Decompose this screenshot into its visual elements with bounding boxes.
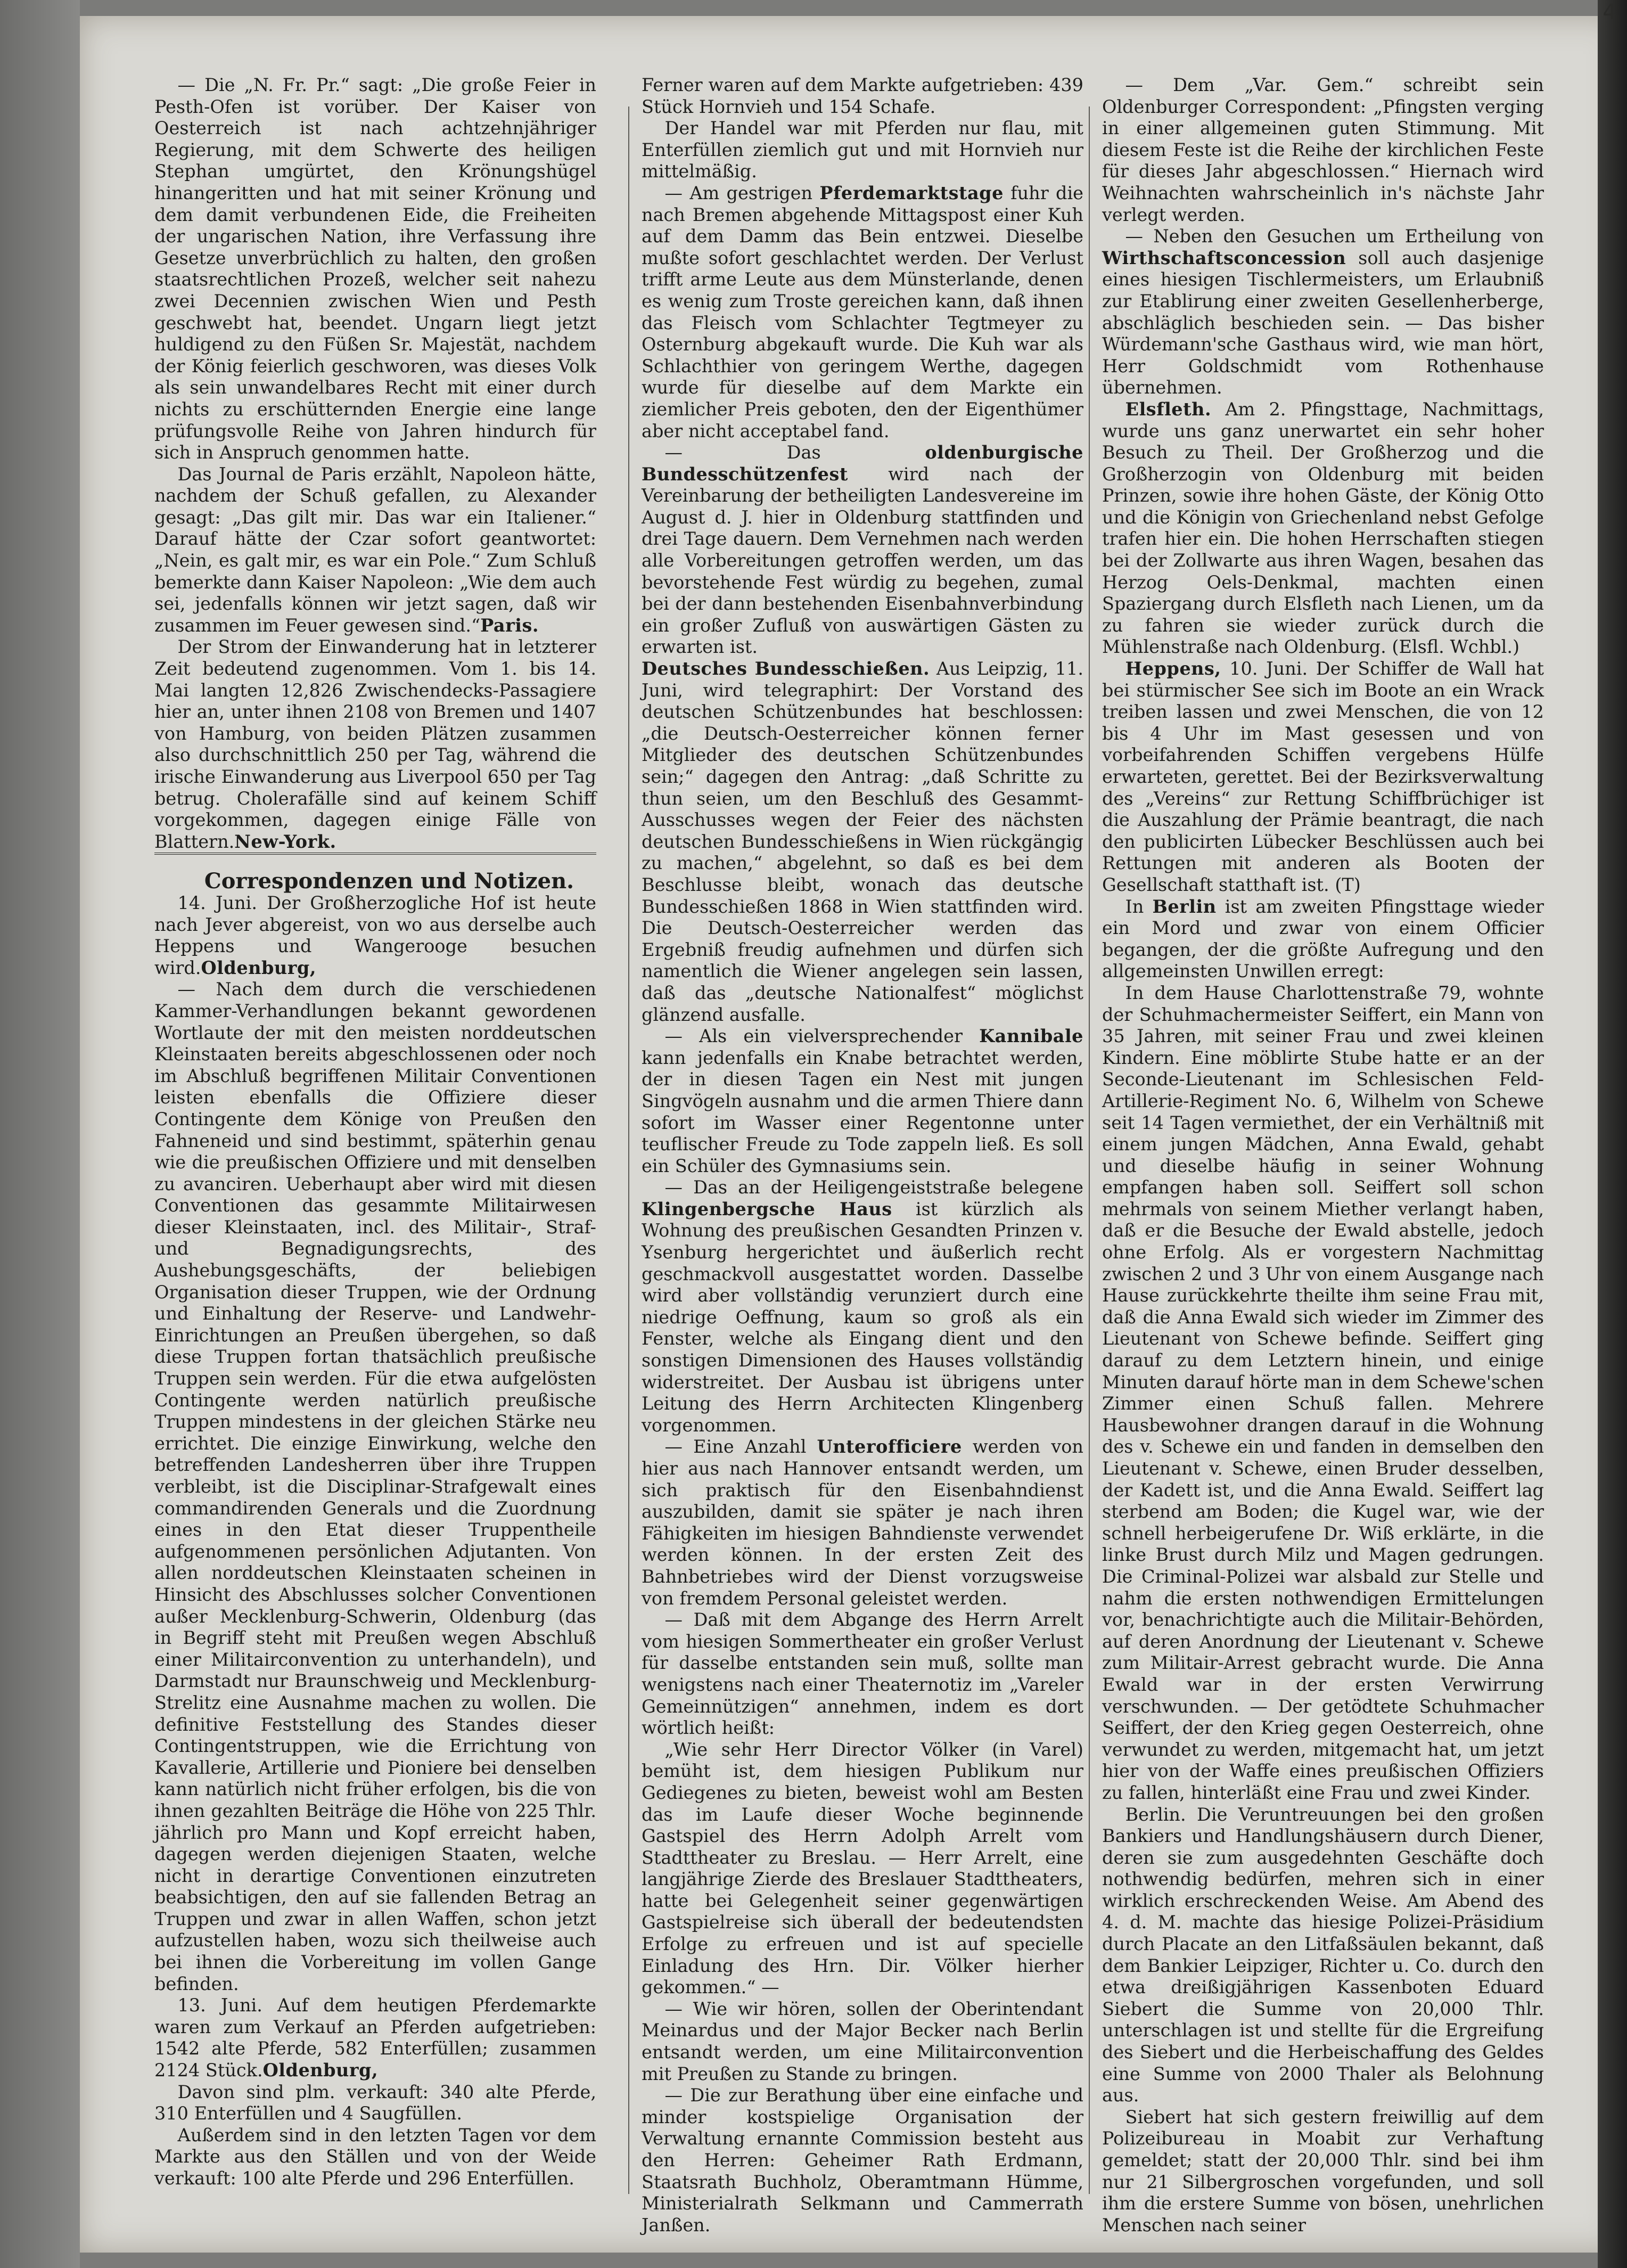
article-paragraph — [154, 1995, 596, 2081]
article-heading: Pferdemarktstage — [819, 182, 1004, 203]
article-paragraph — [154, 2082, 596, 2125]
article-paragraph — [1102, 75, 1544, 226]
article-text: fuhr die nach Bremen abgehende Mittagspost einer Kuh auf dem Damm das Bein entzwei. Dieselbe mußte sofort geschlachtet werden. Der Verlust trifft arme Leute aus dem Münsterlande, denen es wenig zum Troste gereichen kann, daß ihnen das Fleisch vom Schlachter Tegtmeyer zu Osternburg abgekauft wurde. Die Kuh war als Schlachthier von geringem Werthe, dagegen wurde für dieselbe auf dem Markte ein ziemlicher Preis geboten, den der Eigenthümer aber nicht acceptabel fand. — [642, 182, 1083, 441]
column-1 — [154, 75, 596, 2205]
article-paragraph — [1102, 399, 1544, 658]
article-heading: Berlin — [1152, 896, 1217, 917]
article-paragraph — [642, 442, 1083, 658]
article-text: ist am zweiten Pfingsttage wieder ein Mord und zwar von einem Officier begangen, der die größte Aufregung und den allgemeinsten Unwillen erregt: — [1102, 896, 1544, 982]
article-text: ist kürzlich als Wohnung des preußischen Gesandten Prinzen v. Ysenburg hergerichtet und äußerlich recht geschmackvoll ausgestattet worden. Dasselbe wird aber vollständig verunziert durch eine niedrige Oeffnung, kaum so groß als ein Fenster, welche als Eingang dient und den sonstigen Dimensionen des Hauses vollständig widerstreitet. Der Ausbau ist übrigens unter Leitung des Herrn Architecten Klingenberg vorgenommen. — [642, 1198, 1083, 1436]
page-number: 4 — [1603, 0, 1616, 24]
article-heading: Elsfleth. — [1125, 398, 1212, 420]
article-paragraph — [1102, 658, 1544, 896]
article-heading: Paris. — [480, 615, 539, 636]
article-paragraph — [642, 2085, 1083, 2236]
article-text: — Als ein vielversprechender — [664, 1026, 980, 1047]
article-text: Das Journal de Paris erzählt, Napoleon hätte, nachdem der Schuß gefallen, zu Alexander gesagt: „Das gilt mir. Das war ein Italiener.“ Darauf hätte der Czar sofort geantwortet: „Nein, es galt mir, es war ein Pole.“ Zum Schluß bemerkte dann Kaiser Napoleon: „Wie dem auch sei, jedenfalls können wir jetzt sagen, daß wir zusammen im Feuer gewesen sind.“ — [154, 463, 596, 636]
article-text: — Neben den Gesuchen um Ertheilung von — [1125, 226, 1544, 247]
article-paragraph — [1102, 226, 1544, 399]
article-paragraph — [642, 1026, 1083, 1177]
column-3 — [1102, 75, 1544, 2236]
article-paragraph — [642, 75, 1083, 118]
article-text: 13. Juni. Auf dem heutigen Pferdemarkte waren zum Verkauf an Pferden aufgetrieben: 1542 alte Pferde, 582 Enterfüllen; zusammen 2124 Stück. — [154, 1995, 596, 2081]
article-paragraph — [1102, 2107, 1544, 2237]
article-paragraph — [642, 658, 1083, 1026]
article-text: Aus Leipzig, 11. Juni, wird telegraphirt: Der Vorstand des deutschen Schützenbundes hat beschlossen: „die Deutsch-Oesterreicher können ferner Mitglieder des deutschen Schützenbundes sein;“ dagegen den Antrag: „daß Schritte zu thun seien, um den Beschluß des Gesammt-Ausschusses wegen der Feier des nächsten deutschen Bundesschießens in Wien rückgängig zu machen,“ abgelehnt, so daß es bei dem Beschlusse bleibt, wonach das deutsche Bundesschießen 1868 in Wien stattfinden wird. Die Deutsch-Oesterreicher werden das Ergebniß freudig aufnehmen und dürfen sich namentlich die Wiener angelegen sein lassen, daß das „deutsche Nationalfest“ möglichst glänzend ausfalle. — [642, 658, 1083, 1025]
article-text: Siebert hat sich gestern freiwillig auf dem Polizeibureau in Moabit zur Verhaftung gemeldet; statt der 20,000 Thlr. sind bei ihm nur 21 Silbergroschen vorgefunden, und soll ihm die erstere Summe von bösen, unehrlichen Menschen nach seiner — [1102, 2106, 1544, 2236]
article-paragraph — [642, 1177, 1083, 1436]
article-paragraph — [1102, 896, 1544, 982]
section-title: Correspondenzen und Notizen. — [154, 853, 596, 893]
article-text: — Die „N. Fr. Pr.“ sagt: „Die große Feier in Pesth-Ofen ist vorüber. Der Kaiser von Oesterreich ist nach achtzehnjähriger Regierung, mit dem Schwerte des heiligen Stephan umgürtet, den Krönungshügel hinangeritten und hat mit seiner Krönung und dem damit verbundenen Eide, die Freiheiten der ungarischen Nation, ihre Verfassung ihre Gesetze unverbrüchlich zu halten, den großen staatsrechtlichen Prozeß, welcher seit nahezu zwei Decennien zwischen Wien und Pesth geschwebt hat, beendet. Ungarn liegt jetzt huldigend zu den Füßen Sr. Majestät, nachdem der König feierlich geschworen, was dieses Volk als sein unwandelbares Recht mit einer durch nichts zu erschütternden Energie eine lange prüfungsvolle Reihe von Jahren hindurch für sich in Anspruch genommen hatte. — [154, 75, 596, 463]
article-heading: Unterofficiere — [817, 1436, 962, 1458]
article-text: soll auch dasjenige eines hiesigen Tischlermeisters, um Erlaubniß zur Etablirung einer zweiten Gesellenherberge, abschläglich beschieden sein. — Das bisher Würdemann'sche Gasthaus wird, wie man hört, Herr Goldschmidt vom Rothenhause übernehmen. — [1102, 247, 1544, 398]
article-text: In — [1125, 896, 1153, 917]
article-text: Außerdem sind in den letzten Tagen vor dem Markte aus den Ställen und von der Weide verkauft: 100 alte Pferde und 296 Enterfüllen. — [154, 2124, 596, 2189]
article-text: — Am gestrigen — [664, 182, 820, 203]
scan-border-left — [0, 0, 80, 2268]
article-text: — Eine Anzahl — [664, 1436, 817, 1458]
article-text: In dem Hause Charlottenstraße 79, wohnte der Schuhmachermeister Seiffert, ein Mann von 35 Jahren, mit seiner Frau und zwei kleinen Kindern. Eine möblirte Stube hatte er an der Seconde-Lieutenant im Schlesischen Feld-Artillerie-Regiment No. 6, Wilhelm von Schewe seit 14 Tagen vermiethet, der ein Verhältniß mit einem jungen Mädchen, Anna Ewald, gehabt und dieselbe häufig in seiner Wohnung empfangen haben soll. Seiffert soll schon mehrmals von seinem Miether verlangt haben, daß er die Besuche der Ewald abstelle, jedoch ohne Erfolg. Als er vorgestern Nachmittag zwischen 2 und 3 Uhr von einem Ausgange nach Hause zurückkehrte theilte ihm seine Frau mit, daß die Anna Ewald sich wieder im Zimmer des Lieutenant von Schewe befinde. Seiffert ging darauf zu dem Letztern hinein, und einige Minuten darauf hörte man in dem Schewe'schen Zimmer einen Schuß fallen. Mehrere Hausbewohner drangen darauf in die Wohnung des v. Schewe ein und fanden in demselben den Lieutenant v. Schewe, einen Bruder desselben, der Kadett ist, und die Anna Ewald. Seiffert lag sterbend am Boden; die Kugel war, wie der schnell herbeigerufene Dr. Wiß erklärte, in die linke Brust durch Milz und Magen gedrungen. Die Criminal-Polizei war alsbald zur Stelle und nahm die ersten nothwendigen Ermittelungen vor, benachrichtigte auch die Militair-Behörden, auf deren Anordnung der Lieutenant v. Schewe zum Militair-Arrest gebracht wurde. Die Anna Ewald war in der ersten Verwirrung verschwunden. — Der getödtete Schuhmacher Seiffert, der den Krieg gegen Oesterreich, ohne verwundet zu werden, mitgemacht hat, um jetzt hier von der Waffe eines preußischen Offiziers zu fallen, hinterläßt eine Frau und zwei Kinder. — [1102, 982, 1544, 1803]
article-paragraph — [642, 118, 1083, 183]
article-paragraph — [642, 1436, 1083, 1609]
article-text: Am 2. Pfingsttage, Nachmittags, wurde uns ganz unerwartet ein sehr hoher Besuch zu Theil. Der Großherzog und die Großherzogin von Oldenburg mit beiden Prinzen, sowie ihre hohen Gäste, der König Otto und die Königin von Griechenland nebst Gefolge trafen hier ein. Die hohen Herrschaften stiegen bei der Zollwarte aus ihren Wagen, besahen das Herzog Oels-Denkmal, machten einen Spaziergang durch Elsfleth nach Lienen, um da zu fahren sie wieder zurück durch die Mühlenstraße nach Oldenburg. (Elsfl. Wchbl.) — [1102, 398, 1544, 658]
article-paragraph — [1102, 1804, 1544, 2107]
article-heading: Kannibale — [979, 1026, 1083, 1047]
column-2 — [642, 75, 1083, 2236]
article-text: — Daß mit dem Abgange des Herrn Arrelt vom hiesigen Sommertheater ein großer Verlust für dasselbe entstanden sein muß, sollte man wenigstens nach einer Theaternotiz im „Vareler Gemeinnützigen“ annehmen, indem es dort wörtlich heißt: — [642, 1609, 1083, 1739]
article-text: Der Strom der Einwanderung hat in letzterer Zeit bedeutend zugenommen. Vom 1. bis 14. Mai langten 12,826 Zwischendecks-Passagiere hier an, unter ihnen 2108 von Bremen und 1407 von Hamburg, von beiden Plätzen zusammen also durchschnittlich 250 per Tag, während die irische Einwanderung aus Liverpool 650 per Tag betrug. Cholerafälle sind auf keinem Schiff vorgekommen, dagegen einige Fälle von Blattern. — [154, 636, 596, 852]
article-heading: Deutsches Bundesschießen. — [642, 658, 930, 679]
article-text: — Das — [664, 442, 925, 463]
article-paragraph — [1102, 982, 1544, 1804]
article-text: — Die zur Berathung über eine einfache und minder kostspielige Organisation der Verwaltung ernannte Commission besteht aus den Herren: Geheimer Rath Erdmann, Staatsrath Buchholz, Oberamtmann Hümme, Ministerialrath Selkmann und Cammerrath Janßen. — [642, 2085, 1083, 2236]
column-rule — [628, 107, 629, 2194]
article-paragraph — [154, 979, 596, 1995]
article-text: werden von hier aus nach Hannover entsandt werden, um sich praktisch für den Eisenbahndienst auszubilden, damit sie später je nach ihren Fähigkeiten im hiesigen Bahndienste verwendet werden können. In der ersten Zeit des Bahnbetriebes wird der Dienst vorzugsweise von fremdem Personal geleistet werden. — [642, 1436, 1083, 1609]
article-text: 10. Juni. Der Schiffer de Wall hat bei stürmischer See sich im Boote an ein Wrack treiben lassen und zwei Menschen, die von 12 bis 4 Uhr im Mast gesessen und von vorbeifahrenden Schiffen vergebens Hülfe erwarteten, gerettet. Bei der Bezirksverwaltung des „Vereins“ zur Rettung Schiffbrüchiger ist die Auszahlung der Prämie beantragt, die nach den publicirten Lübecker Beschlüssen auch bei Rettungen mit anderen als Booten der Gesellschaft statthaft ist. (T) — [1102, 658, 1544, 895]
article-heading: Klingenbergsche Haus — [642, 1198, 892, 1219]
scan-border-right — [1598, 0, 1627, 2268]
article-paragraph — [154, 464, 596, 637]
article-paragraph — [642, 1609, 1083, 1739]
article-text: „Wie sehr Herr Director Völker (in Varel) bemüht ist, dem hiesigen Publikum nur Gediegenes zu bieten, beweist wohl am Besten das im Laufe dieser Woche beginnende Gastspiel des Herrn Adolph Arrelt vom Stadttheater zu Breslau. — Herr Arrelt, eine langjährige Zierde des Breslauer Stadttheaters, hatte bei Gelegenheit seiner gegenwärtigen Gastspielreise sich überall der bedeutendsten Erfolge zu erfreuen und ist auf specielle Einladung des Hrn. Dir. Völker hierher gekommen.“ — — [642, 1739, 1083, 1998]
article-text: 14. Juni. Der Großherzogliche Hof ist heute nach Jever abgereist, von wo aus derselbe auch Heppens und Wangerooge besuchen wird. — [154, 892, 596, 978]
article-text: kann jedenfalls ein Knabe betrachtet werden, der in diesen Tagen ein Nest mit jungen Singvögeln ausnahm und die armen Thiere dann sofort im Wasser einer Regentonne unter teuflischer Freude zu Tode zappeln ließ. Es soll ein Schüler des Gymnasiums sein. — [642, 1047, 1083, 1176]
article-heading: Wirthschaftsconcession — [1102, 247, 1346, 268]
article-heading: Oldenburg, — [262, 2060, 379, 2081]
article-heading: New-York. — [234, 831, 336, 852]
article-text: Ferner waren auf dem Markte aufgetrieben: 439 Stück Hornvieh und 154 Schafe. — [642, 75, 1083, 117]
article-text: Berlin. Die Veruntreuungen bei den großen Bankiers und Handlungshäusern durch Diener, deren sie zum ausgedehnten Geschäfte doch nothwendig bedürfen, mehren sich in einer wirklich erschreckenden Weise. Am Abend des 4. d. M. machte das hiesige Polizei-Präsidium durch Placate an den Litfaßsäulen bekannt, daß dem Bankier Leipziger, Richter u. Co. durch den etwa dreißigjährigen Kassenboten Eduard Siebert die Summe von 20,000 Thlr. unterschlagen ist und stellte für die Ergreifung des Siebert und die Herbeischaffung des Geldes eine Summe von 2000 Thaler als Belohnung aus. — [1102, 1804, 1544, 2106]
article-text: — Das an der Heiligengeiststraße belegene — [664, 1177, 1083, 1198]
article-text: Der Handel war mit Pferden nur flau, mit Enterfüllen ziemlich gut und mit Hornvieh nur mittelmäßig. — [642, 118, 1083, 182]
article-paragraph — [642, 183, 1083, 442]
article-paragraph — [154, 636, 596, 853]
article-text: wird nach der Vereinbarung der betheiligten Landesvereine im August d. J. hier in Oldenburg stattfinden und drei Tage dauern. Dem Vernehmen nach werden alle Vorbereitungen getroffen werden, um das bevorstehende Fest würdig zu begehen, zumal bei der dann bestehenden Eisenbahnverbindung ein großer Zufluß von auswärtigen Gästen zu erwarten ist. — [642, 463, 1083, 658]
article-paragraph — [154, 2125, 596, 2190]
article-text: — Wie wir hören, sollen der Oberintendant Meinardus und der Major Becker nach Berlin entsandt werden, um eine Militairconvention mit Preußen zu Stande zu bringen. — [642, 1998, 1083, 2084]
article-heading: Heppens, — [1125, 658, 1221, 679]
article-paragraph — [154, 893, 596, 979]
article-text: Davon sind plm. verkauft: 340 alte Pferde, 310 Enterfüllen und 4 Saugfüllen. — [154, 2081, 596, 2124]
article-paragraph — [642, 1739, 1083, 1999]
article-text: — Dem „Var. Gem.“ schreibt sein Oldenburger Correspondent: „Pfingsten verging in einer allgemeinen guten Stimmung. Mit diesem Feste ist die Reihe der kirchlichen Feste für dieses Jahr abgeschlossen.“ Hiernach wird Weihnachten wahrscheinlich in's nächste Jahr verlegt werden. — [1102, 75, 1544, 225]
article-paragraph — [642, 1999, 1083, 2085]
article-text: — Nach dem durch die verschiedenen Kammer-Verhandlungen bekannt gewordenen Wortlaute der mit den meisten norddeutschen Kleinstaaten bereits abgeschlossenen oder noch im Abschluß begriffenen Militair Conventionen leisten ebenfalls die Offiziere dieser Contingente dem Könige von Preußen den Fahneneid und sind bestimmt, späterhin genau wie die preußischen Offiziere und mit denselben zu avanciren. Ueberhaupt aber wird mit diesen Conventionen das gesammte Militairwesen dieser Kleinstaaten, incl. des Militair-, Straf- und Begnadigungsrechts, des Aushebungsgeschäfts, der beliebigen Organisation dieser Truppen, wie der Ordnung und Einhaltung der Reserve- und Landwehr-Einrichtungen an Preußen übergehen, so daß diese Truppen fortan thatsächlich preußische Truppen sein werden. Für die etwa aufgelösten Contingente werden natürlich preußische Truppen mindestens in der gleichen Stärke neu errichtet. Die einzige Einwirkung, welche den betreffenden Landesherren über ihre Truppen verbleibt, ist die Disciplinar-Strafgewalt eines commandirenden Generals und die Zuordnung eines in den Etat dieser Truppentheile aufgenommenen persönlichen Adjutanten. Von allen norddeutschen Kleinstaaten scheinen in Hinsicht des Abschlusses solcher Conventionen außer Mecklenburg-Schwerin, Oldenburg (das in Begriff steht mit Preußen wegen Abschluß einer Militairconvention zu unterhandeln), und Darmstadt nur Braunschweig und Mecklenburg-Strelitz eine Ausnahme machen zu wollen. Die definitive Feststellung des Standes dieser Contingentstruppen, wie die Errichtung von Kavallerie, Artillerie und Pioniere bei denselben kann natürlich nicht früher erfolgen, bis die von ihnen gezahlten Beiträge die Höhe von 225 Thlr. jährlich pro Mann und Kopf erreicht haben, dagegen werden diejenigen Staaten, welche nicht in derartige Conventionen einzutreten beabsichtigen, den auf sie fallenden Betrag an Truppen und zwar in allen Waffen, schon jetzt aufzustellen haben, wozu sich theilweise auch bei ihnen die Vorbereitung im vollen Gange befinden. — [154, 979, 596, 1994]
article-heading: Oldenburg, — [201, 957, 317, 978]
article-paragraph — [154, 75, 596, 464]
article-heading: oldenburgische Bundesschützenfest — [642, 442, 1083, 485]
column-rule — [1089, 107, 1090, 2194]
